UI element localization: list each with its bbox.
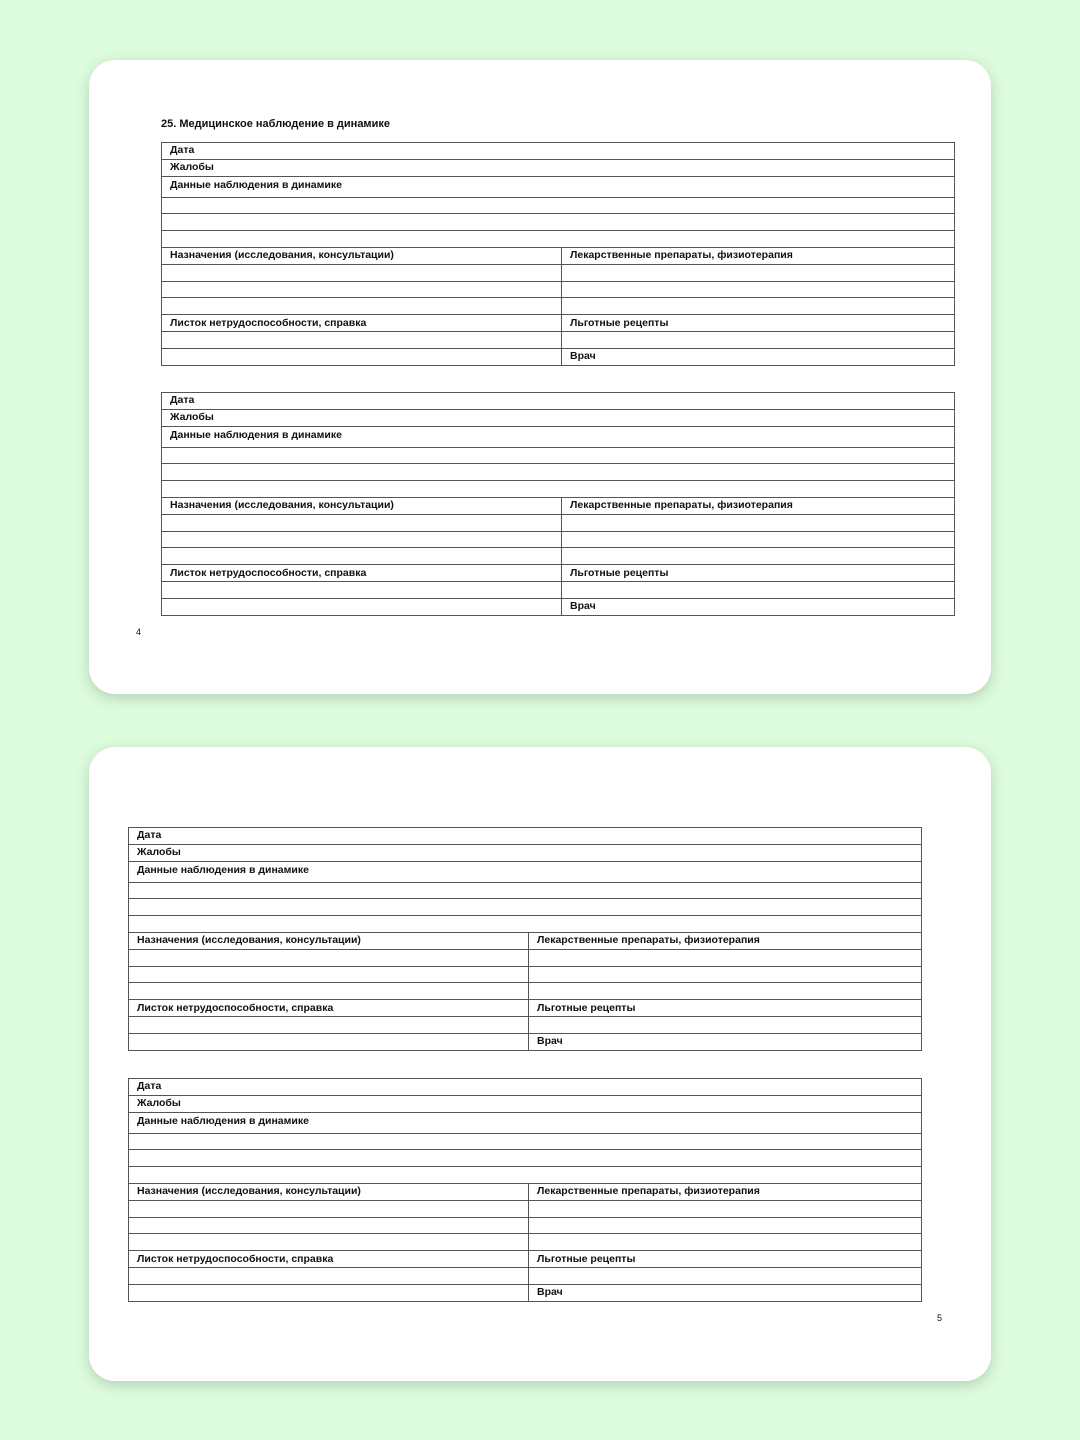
form-row-sick-leave <box>129 1251 922 1268</box>
blank-row <box>129 882 922 899</box>
page-number: 4 <box>136 627 142 637</box>
form-row-complaints <box>162 159 955 176</box>
doctor-label: Врач <box>529 1033 922 1050</box>
form-row-prescriptions <box>162 497 955 514</box>
date-label: Дата <box>129 828 922 845</box>
blank-cell <box>129 1167 922 1184</box>
blank-row <box>129 1016 922 1033</box>
form-row-sick-leave <box>162 315 955 332</box>
blank-cell <box>129 949 529 966</box>
observation-form <box>128 1078 922 1302</box>
form-row-sick-leave <box>129 1000 922 1017</box>
blank-cell <box>162 264 562 281</box>
blank-cell <box>129 899 922 916</box>
medications-label: Лекарственные препараты, физиотерапия <box>529 932 922 949</box>
blank-cell <box>162 231 955 248</box>
sick-leave-label: Листок нетрудоспособности, справка <box>162 315 562 332</box>
form-row-date <box>129 1079 922 1096</box>
blank-cell <box>562 298 955 315</box>
blank-cell <box>529 1234 922 1251</box>
sick-leave-label: Листок нетрудоспособности, справка <box>129 1251 529 1268</box>
blank-row <box>129 949 922 966</box>
blank-cell <box>529 1217 922 1234</box>
observation-label: Данные наблюдения в динамике <box>129 1112 922 1133</box>
blank-row <box>162 281 955 298</box>
medications-label: Лекарственные препараты, физиотерапия <box>529 1183 922 1200</box>
blank-cell <box>162 531 562 548</box>
observation-label: Данные наблюдения в динамике <box>162 426 955 447</box>
date-label: Дата <box>162 143 955 160</box>
form-row-date <box>129 828 922 845</box>
blank-cell <box>129 1133 922 1150</box>
complaints-label: Жалобы <box>162 409 955 426</box>
blank-row <box>129 916 922 933</box>
sick-leave-label: Листок нетрудоспособности, справка <box>129 1000 529 1017</box>
blank-cell <box>162 281 562 298</box>
blank-cell <box>562 548 955 565</box>
form-row-sick-leave <box>162 565 955 582</box>
blank-cell <box>129 1150 922 1167</box>
blank-row <box>129 1167 922 1184</box>
blank-row <box>129 1133 922 1150</box>
page-number: 5 <box>937 1313 943 1323</box>
doctor-label: Врач <box>529 1284 922 1301</box>
observation-label: Данные наблюдения в динамике <box>129 861 922 882</box>
blank-cell <box>129 1267 529 1284</box>
blank-cell <box>162 214 955 231</box>
blank-cell <box>562 514 955 531</box>
section-title: 25. Медицинское наблюдение в динамике <box>161 118 390 130</box>
blank-cell <box>162 464 955 481</box>
preferential-prescriptions-label: Льготные рецепты <box>529 1251 922 1268</box>
form-row-doctor <box>162 348 955 365</box>
doctor-label: Врач <box>562 598 955 615</box>
form-row-date <box>162 393 955 410</box>
form-row-doctor <box>162 598 955 615</box>
blank-cell <box>162 298 562 315</box>
form-row-observation <box>162 176 955 197</box>
preferential-prescriptions-label: Льготные рецепты <box>529 1000 922 1017</box>
form-row-prescriptions <box>162 247 955 264</box>
observation-form <box>128 827 922 1051</box>
blank-row <box>129 1200 922 1217</box>
form-row-observation <box>162 426 955 447</box>
form-row-date <box>162 143 955 160</box>
blank-cell <box>162 197 955 214</box>
form-row-complaints <box>129 844 922 861</box>
medications-label: Лекарственные препараты, физиотерапия <box>562 497 955 514</box>
blank-cell <box>529 949 922 966</box>
blank-row <box>162 231 955 248</box>
prescriptions-label: Назначения (исследования, консультации) <box>162 247 562 264</box>
form-row-observation <box>129 1112 922 1133</box>
form-row-complaints <box>162 409 955 426</box>
blank-cell <box>129 1234 529 1251</box>
blank-row <box>162 481 955 498</box>
blank-cell <box>529 1267 922 1284</box>
blank-cell <box>562 581 955 598</box>
blank-row <box>129 1217 922 1234</box>
form-row-complaints <box>129 1095 922 1112</box>
date-label: Дата <box>129 1079 922 1096</box>
observation-form <box>161 142 955 366</box>
complaints-label: Жалобы <box>129 844 922 861</box>
blank-cell <box>162 447 955 464</box>
blank-cell <box>162 481 955 498</box>
form-row-prescriptions <box>129 932 922 949</box>
blank-row <box>162 197 955 214</box>
blank-cell <box>129 1284 529 1301</box>
blank-cell <box>562 531 955 548</box>
complaints-label: Жалобы <box>129 1095 922 1112</box>
prescriptions-label: Назначения (исследования, консультации) <box>129 932 529 949</box>
medications-label: Лекарственные препараты, физиотерапия <box>562 247 955 264</box>
blank-cell <box>129 1033 529 1050</box>
preferential-prescriptions-label: Льготные рецепты <box>562 565 955 582</box>
blank-cell <box>129 983 529 1000</box>
blank-row <box>162 514 955 531</box>
page-5 <box>89 747 991 1381</box>
blank-cell <box>129 916 922 933</box>
blank-cell <box>162 514 562 531</box>
observation-form <box>161 392 955 616</box>
page-4 <box>89 60 991 694</box>
blank-row <box>162 264 955 281</box>
blank-row <box>162 581 955 598</box>
complaints-label: Жалобы <box>162 159 955 176</box>
blank-row <box>129 966 922 983</box>
blank-cell <box>129 882 922 899</box>
blank-cell <box>162 581 562 598</box>
blank-cell <box>162 598 562 615</box>
blank-row <box>162 331 955 348</box>
blank-cell <box>129 1200 529 1217</box>
blank-cell <box>562 331 955 348</box>
blank-row <box>162 464 955 481</box>
blank-cell <box>162 348 562 365</box>
form-row-doctor <box>129 1033 922 1050</box>
doctor-label: Врач <box>562 348 955 365</box>
form-row-observation <box>129 861 922 882</box>
blank-cell <box>129 1016 529 1033</box>
blank-row <box>129 983 922 1000</box>
form-row-prescriptions <box>129 1183 922 1200</box>
blank-row <box>129 1150 922 1167</box>
form-row-doctor <box>129 1284 922 1301</box>
blank-cell <box>562 264 955 281</box>
blank-cell <box>162 331 562 348</box>
blank-cell <box>129 966 529 983</box>
blank-row <box>129 1267 922 1284</box>
blank-row <box>162 548 955 565</box>
blank-row <box>162 298 955 315</box>
blank-cell <box>562 281 955 298</box>
observation-label: Данные наблюдения в динамике <box>162 176 955 197</box>
prescriptions-label: Назначения (исследования, консультации) <box>129 1183 529 1200</box>
sick-leave-label: Листок нетрудоспособности, справка <box>162 565 562 582</box>
blank-row <box>162 531 955 548</box>
preferential-prescriptions-label: Льготные рецепты <box>562 315 955 332</box>
blank-cell <box>529 1200 922 1217</box>
blank-cell <box>529 966 922 983</box>
date-label: Дата <box>162 393 955 410</box>
blank-row <box>129 1234 922 1251</box>
blank-row <box>129 899 922 916</box>
blank-cell <box>162 548 562 565</box>
blank-row <box>162 447 955 464</box>
blank-cell <box>529 1016 922 1033</box>
blank-cell <box>129 1217 529 1234</box>
prescriptions-label: Назначения (исследования, консультации) <box>162 497 562 514</box>
blank-cell <box>529 983 922 1000</box>
blank-row <box>162 214 955 231</box>
